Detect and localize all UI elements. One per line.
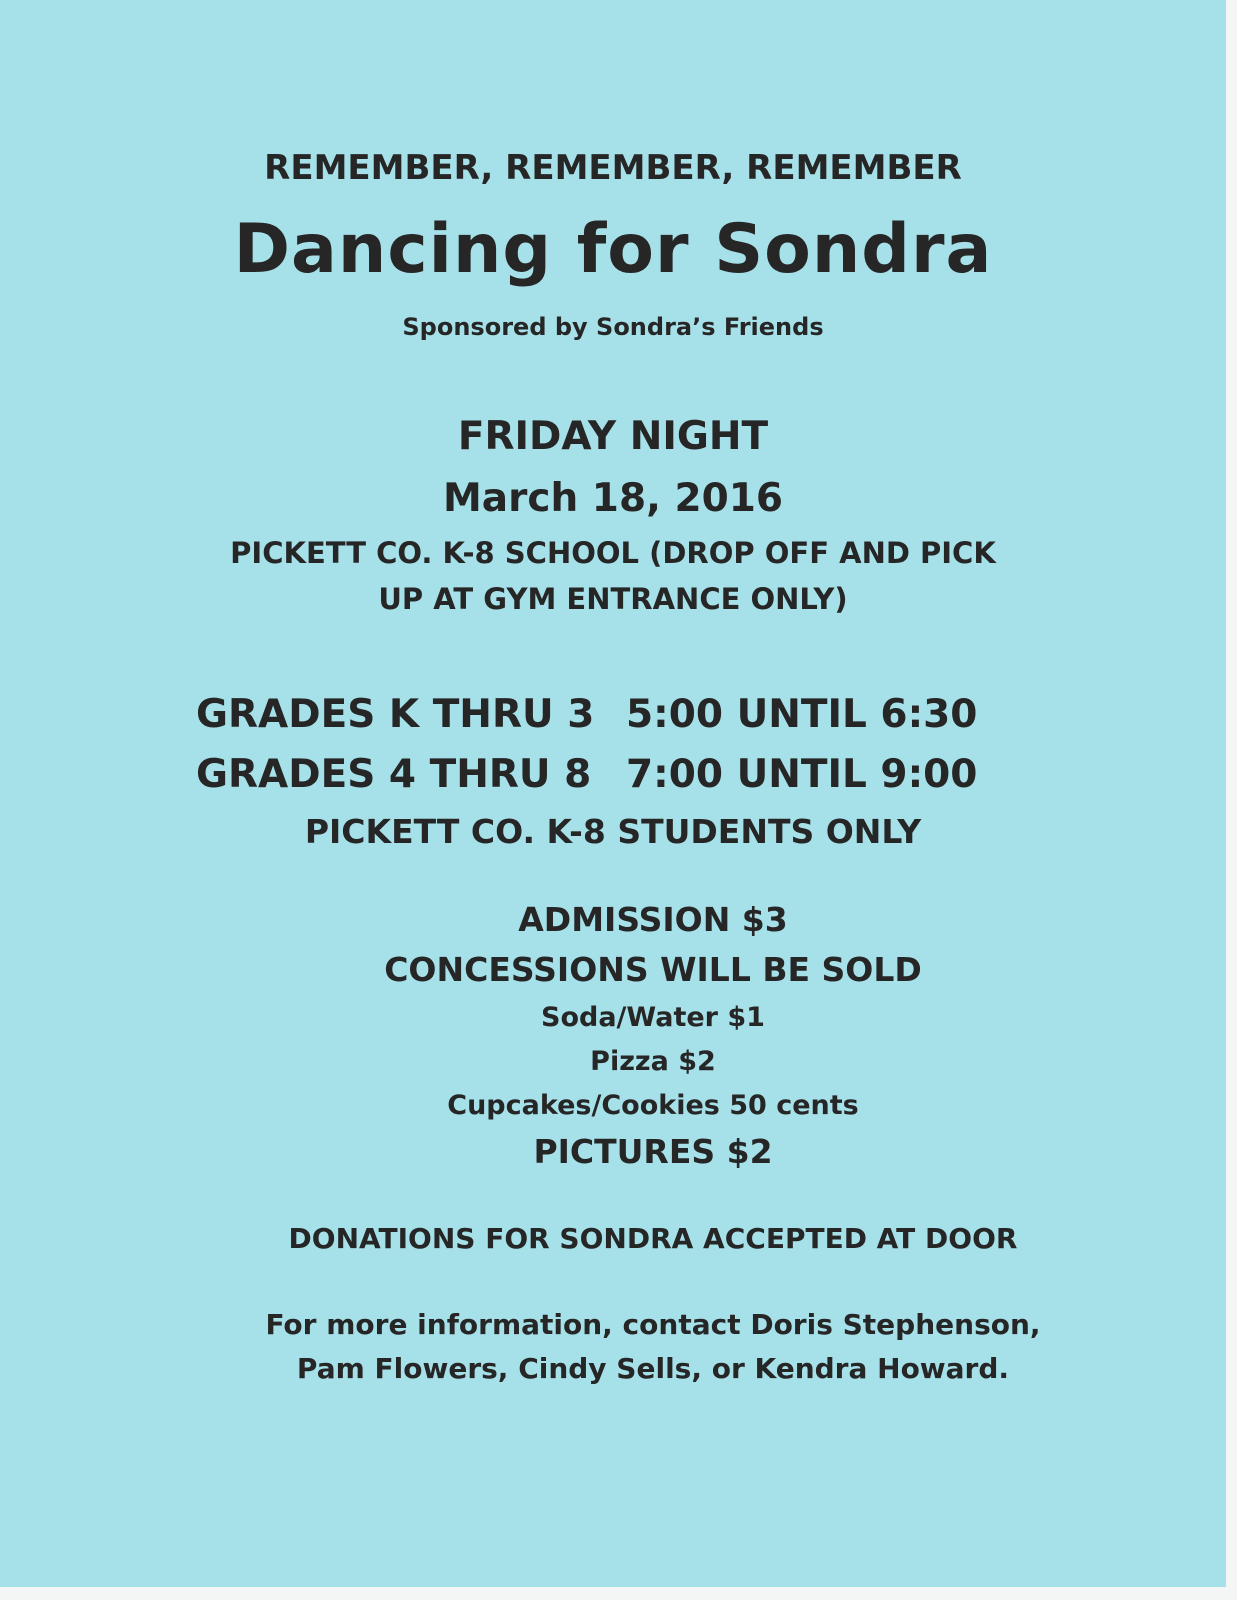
event-location-line1: PICKETT CO. K-8 SCHOOL (DROP OFF AND PICK bbox=[230, 536, 996, 570]
concession-item: Pizza $2 bbox=[590, 1046, 716, 1077]
event-location-line2: UP AT GYM ENTRANCE ONLY) bbox=[378, 582, 848, 616]
sponsor-line: Sponsored by Sondra’s Friends bbox=[402, 313, 824, 341]
concession-item: Soda/Water $1 bbox=[541, 1002, 765, 1033]
concessions-heading: CONCESSIONS WILL BE SOLD bbox=[384, 950, 922, 989]
contact-line2: Pam Flowers, Cindy Sells, or Kendra Howard. bbox=[296, 1352, 1010, 1385]
contact-line1: For more information, contact Doris Stephenson, bbox=[265, 1308, 1041, 1341]
eligibility-note: PICKETT CO. K-8 STUDENTS ONLY bbox=[304, 812, 922, 851]
schedule-time: 5:00 UNTIL 6:30 bbox=[626, 692, 978, 737]
schedule-row bbox=[196, 692, 977, 737]
schedule-grades: GRADES 4 THRU 8 bbox=[196, 752, 592, 797]
event-date: March 18, 2016 bbox=[442, 476, 784, 521]
donations-note: DONATIONS FOR SONDRA ACCEPTED AT DOOR bbox=[288, 1222, 1018, 1255]
schedule-time: 7:00 UNTIL 9:00 bbox=[626, 752, 978, 797]
schedule-row bbox=[196, 752, 977, 797]
flyer-title: Dancing for Sondra bbox=[233, 210, 993, 289]
remember-heading: REMEMBER, REMEMBER, REMEMBER bbox=[264, 148, 962, 188]
concession-item: Cupcakes/Cookies 50 cents bbox=[447, 1090, 859, 1121]
schedule-grades: GRADES K THRU 3 bbox=[196, 692, 595, 737]
pictures-price: PICTURES $2 bbox=[533, 1132, 773, 1171]
event-day: FRIDAY NIGHT bbox=[457, 414, 769, 459]
admission-price: ADMISSION $3 bbox=[518, 900, 788, 939]
